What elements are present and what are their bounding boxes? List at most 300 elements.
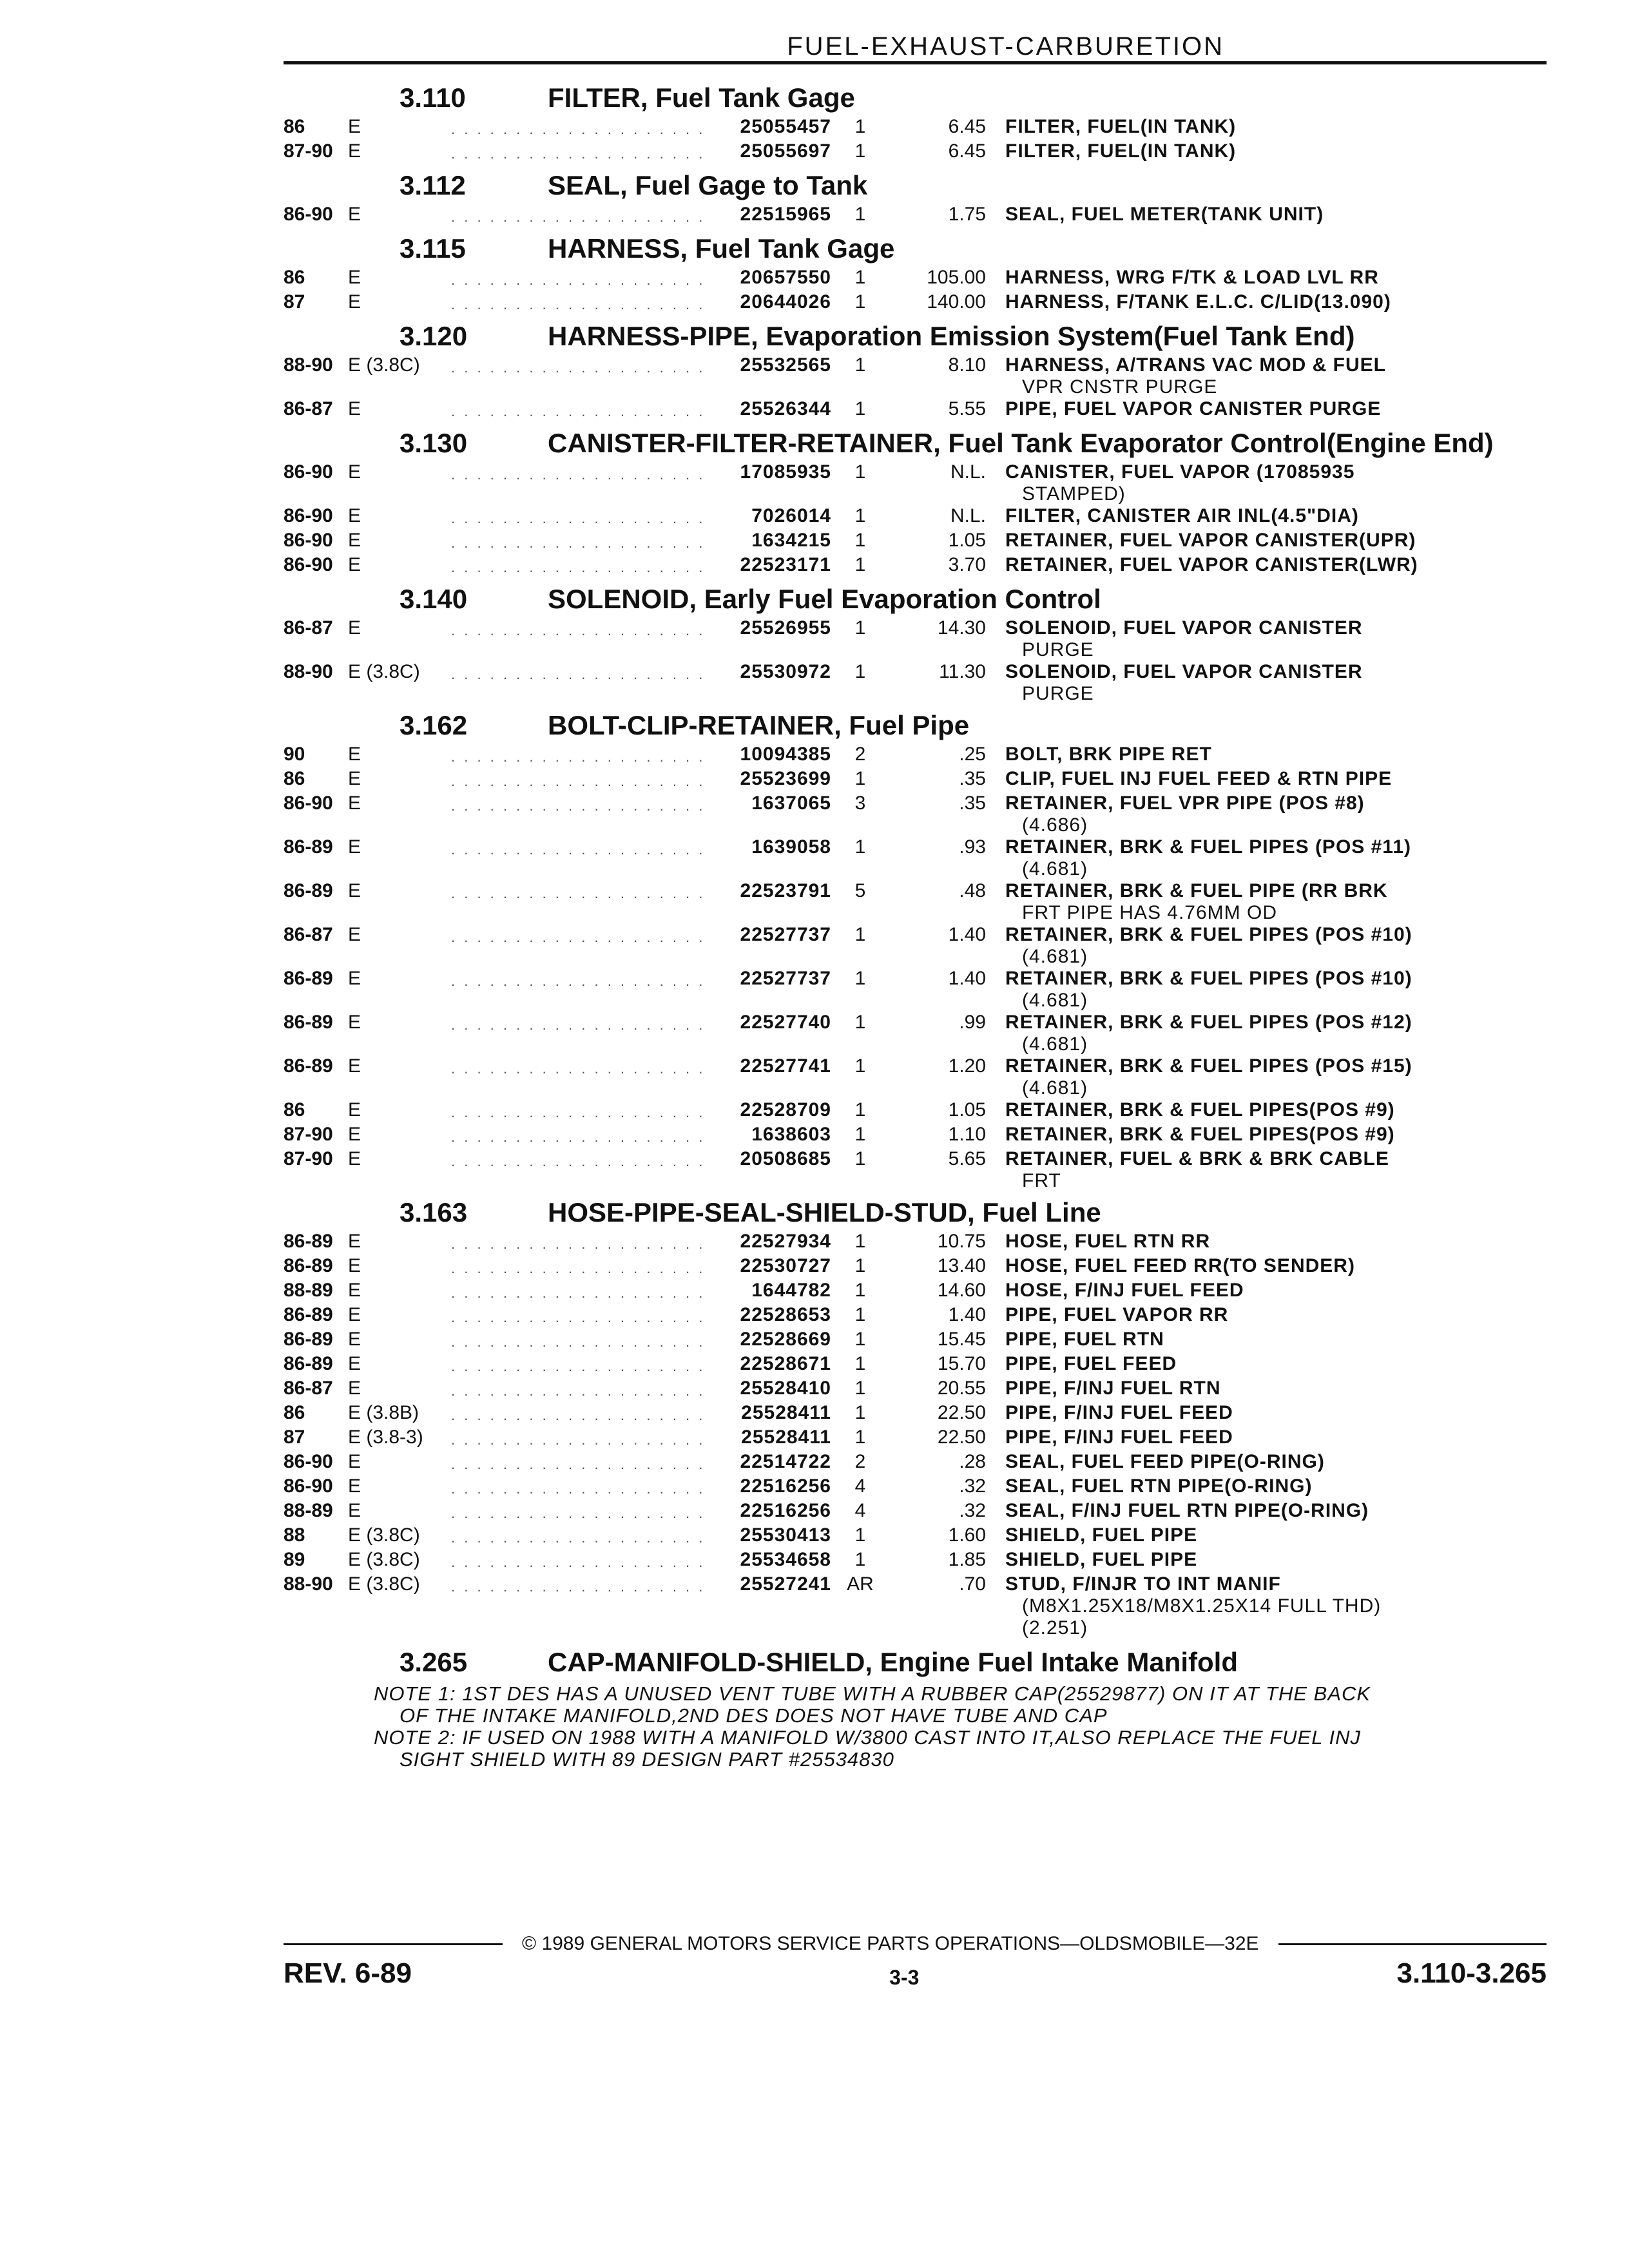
part-description-text: PIPE, FUEL VAPOR CANISTER PURGE xyxy=(1005,398,1382,419)
price: 5.65 xyxy=(948,1148,986,1169)
leader-dots xyxy=(451,1329,709,1353)
price: 8.10 xyxy=(948,354,986,376)
catalog-section xyxy=(284,429,1559,579)
price: .35 xyxy=(959,793,986,814)
model-years: 86 xyxy=(284,1099,305,1120)
price: .35 xyxy=(959,768,986,789)
leader-dots xyxy=(451,291,709,316)
part-description xyxy=(1005,1500,1559,1522)
model-years: 87-90 xyxy=(284,1148,333,1169)
part-row xyxy=(284,1329,1559,1353)
quantity: 1 xyxy=(854,140,866,162)
part-description-text: SOLENOID, FUEL VAPOR CANISTER xyxy=(1005,661,1363,682)
part-description-text: RETAINER, BRK & FUEL PIPES (POS #10) xyxy=(1005,924,1412,945)
price: 1.85 xyxy=(948,1549,986,1570)
section-heading xyxy=(284,322,1559,351)
part-number: 22528669 xyxy=(740,1329,831,1350)
model-years: 90 xyxy=(284,744,305,765)
sections-container xyxy=(284,84,1559,1677)
part-number: 1639058 xyxy=(751,836,831,858)
model-years: 86-89 xyxy=(284,880,333,901)
part-description-continued: (4.686) xyxy=(1022,814,1088,836)
part-description-continued: (4.681) xyxy=(1022,946,1088,967)
leader-dots xyxy=(451,267,709,291)
part-number: 22515965 xyxy=(740,204,831,225)
part-row xyxy=(284,398,1559,423)
engine-code: E xyxy=(348,1012,361,1033)
part-number: 20657550 xyxy=(740,267,831,288)
part-number: 22523791 xyxy=(740,880,831,901)
leader-dots xyxy=(451,1099,709,1124)
price: 5.55 xyxy=(948,398,986,419)
price: 14.60 xyxy=(937,1280,986,1301)
section-heading xyxy=(284,1198,1559,1227)
engine-code: E xyxy=(348,1475,361,1497)
footer-rule-right xyxy=(1278,1943,1547,1945)
part-row xyxy=(284,744,1559,768)
part-description xyxy=(1005,1231,1559,1253)
part-description xyxy=(1005,530,1559,552)
part-description-text: SEAL, FUEL METER(TANK UNIT) xyxy=(1005,204,1324,225)
price: .48 xyxy=(959,880,986,901)
revision-label: REV. 6-89 xyxy=(284,1957,412,1989)
leader-dots xyxy=(451,1500,709,1524)
part-description xyxy=(1005,924,1559,968)
part-number: 22516256 xyxy=(740,1500,831,1521)
leader-dots xyxy=(451,1353,709,1378)
engine-code: E xyxy=(348,836,361,858)
part-description xyxy=(1005,1148,1559,1192)
leader-dots xyxy=(451,1304,709,1329)
part-number: 22527737 xyxy=(740,924,831,945)
engine-code: E xyxy=(348,1124,361,1145)
part-description-continued: FRT xyxy=(1022,1170,1061,1191)
leader-dots xyxy=(451,1549,709,1573)
quantity: 1 xyxy=(854,1329,866,1350)
part-description xyxy=(1005,354,1559,398)
engine-code: E xyxy=(348,1378,361,1399)
section-title: BOLT-CLIP-RETAINER, Fuel Pipe xyxy=(548,710,970,740)
price: 1.75 xyxy=(948,204,986,225)
catalog-section xyxy=(284,235,1559,316)
price: 6.45 xyxy=(948,140,986,162)
quantity: 1 xyxy=(854,1055,866,1077)
quantity: 1 xyxy=(854,1099,866,1120)
engine-code: E xyxy=(348,1353,361,1374)
quantity: 1 xyxy=(854,768,866,789)
part-number: 22514722 xyxy=(740,1451,831,1472)
engine-code: E xyxy=(348,461,361,483)
leader-dots xyxy=(451,1255,709,1280)
engine-code: E xyxy=(348,530,361,551)
leader-dots xyxy=(451,1055,709,1080)
part-description-text: FILTER, FUEL(IN TANK) xyxy=(1005,140,1237,162)
part-description-text: STUD, F/INJR TO INT MANIF xyxy=(1005,1573,1281,1595)
part-number: 25528411 xyxy=(741,1427,831,1448)
model-years: 86-89 xyxy=(284,1012,333,1033)
part-row xyxy=(284,661,1559,705)
part-row xyxy=(284,1617,1559,1642)
part-description xyxy=(1005,1055,1559,1099)
leader-dots xyxy=(451,140,709,165)
model-years: 86-89 xyxy=(284,1353,333,1374)
part-description-text: FILTER, CANISTER AIR INL(4.5"DIA) xyxy=(1005,505,1359,526)
part-description-text: SHIELD, FUEL PIPE xyxy=(1005,1524,1198,1546)
part-description xyxy=(1005,1451,1559,1473)
part-number: 7026014 xyxy=(751,505,831,526)
part-description-text: RETAINER, BRK & FUEL PIPES(POS #9) xyxy=(1005,1124,1395,1145)
part-row xyxy=(284,505,1559,530)
leader-dots xyxy=(451,1280,709,1304)
leader-dots xyxy=(451,530,709,554)
part-description-continued: PURGE xyxy=(1022,639,1094,660)
quantity: 1 xyxy=(854,1304,866,1325)
part-description xyxy=(1005,1353,1559,1375)
catalog-section xyxy=(284,585,1559,705)
section-number: 3.130 xyxy=(400,428,468,458)
quantity: 1 xyxy=(854,617,866,639)
engine-code: E xyxy=(348,1500,361,1521)
section-number: 3.115 xyxy=(400,233,466,264)
price: 11.30 xyxy=(939,661,986,682)
model-years: 86-90 xyxy=(284,204,333,225)
part-row xyxy=(284,1255,1559,1280)
quantity: 1 xyxy=(854,354,866,376)
leader-dots xyxy=(451,461,709,486)
model-years: 86-90 xyxy=(284,461,333,483)
part-description xyxy=(1005,661,1559,705)
part-description xyxy=(1005,1255,1559,1277)
part-row xyxy=(284,768,1559,793)
part-number: 25528410 xyxy=(740,1378,831,1399)
part-description-text: PIPE, F/INJ FUEL RTN xyxy=(1005,1378,1221,1399)
price: .70 xyxy=(959,1573,986,1595)
model-years: 86-90 xyxy=(284,530,333,551)
price: 3.70 xyxy=(948,554,986,575)
section-number: 3.112 xyxy=(400,170,466,200)
part-row xyxy=(284,1280,1559,1304)
model-years: 88-89 xyxy=(284,1500,333,1521)
section-title: SEAL, Fuel Gage to Tank xyxy=(548,170,868,200)
part-description-text: PIPE, FUEL FEED xyxy=(1005,1353,1177,1374)
section-title: HARNESS-PIPE, Evaporation Emission System(Fuel Tank End) xyxy=(548,321,1355,351)
leader-dots xyxy=(451,1451,709,1475)
leader-dots xyxy=(451,398,709,423)
quantity: 1 xyxy=(854,968,866,989)
quantity: 2 xyxy=(854,744,866,765)
engine-code: E xyxy=(348,768,361,789)
catalog-section xyxy=(284,1198,1559,1642)
part-number: 25526344 xyxy=(740,398,831,419)
part-number: 25532565 xyxy=(740,354,831,376)
part-row xyxy=(284,1573,1559,1617)
part-description xyxy=(1005,1524,1559,1546)
engine-code: E xyxy=(348,1329,361,1350)
quantity: 1 xyxy=(854,1353,866,1374)
quantity: 1 xyxy=(854,1402,866,1423)
leader-dots xyxy=(451,1012,709,1036)
catalog-section xyxy=(284,84,1559,165)
price: 13.40 xyxy=(937,1255,986,1276)
quantity: 1 xyxy=(854,661,866,682)
section-heading xyxy=(284,429,1559,457)
price: 6.45 xyxy=(948,116,986,137)
part-description-continued: (4.681) xyxy=(1022,1077,1088,1099)
part-row xyxy=(284,354,1559,398)
leader-dots xyxy=(451,1124,709,1148)
part-number: 10094385 xyxy=(740,744,831,765)
part-description xyxy=(1005,116,1559,138)
quantity: 1 xyxy=(854,1148,866,1169)
section-title: HOSE-PIPE-SEAL-SHIELD-STUD, Fuel Line xyxy=(548,1197,1101,1227)
model-years: 86-90 xyxy=(284,505,333,526)
quantity: 1 xyxy=(854,291,866,312)
notes-block xyxy=(284,1683,1559,1771)
part-row xyxy=(284,1012,1559,1055)
model-years: 88 xyxy=(284,1524,305,1546)
quantity: 1 xyxy=(854,530,866,551)
part-description xyxy=(1005,140,1559,162)
section-number: 3.140 xyxy=(400,584,468,614)
part-description xyxy=(1005,793,1559,836)
engine-code: E xyxy=(348,617,361,639)
part-row xyxy=(284,924,1559,968)
part-row xyxy=(284,1353,1559,1378)
model-years: 86-87 xyxy=(284,1378,333,1399)
model-years: 88-90 xyxy=(284,354,333,376)
part-description-text: BOLT, BRK PIPE RET xyxy=(1005,744,1212,765)
part-number: 25527241 xyxy=(740,1573,831,1595)
part-row xyxy=(284,461,1559,505)
part-number: 25530972 xyxy=(740,661,831,682)
leader-dots xyxy=(451,661,709,686)
part-description xyxy=(1005,1304,1559,1326)
section-title: FILTER, Fuel Tank Gage xyxy=(548,82,855,113)
price: 140.00 xyxy=(927,291,986,312)
quantity: 1 xyxy=(854,1012,866,1033)
part-description-text: RETAINER, BRK & FUEL PIPES(POS #9) xyxy=(1005,1099,1395,1120)
part-description-continued: VPR CNSTR PURGE xyxy=(1022,376,1218,398)
model-years: 86-89 xyxy=(284,1231,333,1252)
part-description-text: RETAINER, FUEL VPR PIPE (POS #8) xyxy=(1005,793,1365,814)
engine-code: E xyxy=(348,204,361,225)
engine-code: E xyxy=(348,1451,361,1472)
part-row xyxy=(284,1524,1559,1549)
quantity: 1 xyxy=(854,1524,866,1546)
quantity: 1 xyxy=(854,461,866,483)
catalog-section xyxy=(284,711,1559,1192)
part-description xyxy=(1005,1402,1559,1424)
leader-dots xyxy=(451,617,709,642)
part-row xyxy=(284,554,1559,579)
part-description xyxy=(1005,1012,1559,1055)
part-row xyxy=(284,1124,1559,1148)
engine-code: E (3.8-3) xyxy=(348,1427,423,1448)
leader-dots xyxy=(451,968,709,992)
model-years: 88-90 xyxy=(284,661,333,682)
engine-code: E xyxy=(348,1255,361,1276)
part-number: 25055697 xyxy=(740,140,831,162)
part-description xyxy=(1005,1124,1559,1146)
price: 22.50 xyxy=(937,1427,986,1448)
part-description-text: RETAINER, FUEL VAPOR CANISTER(LWR) xyxy=(1005,554,1418,575)
engine-code: E xyxy=(348,116,361,137)
part-description-continued: (M8X1.25X18/M8X1.25X14 FULL THD) xyxy=(1022,1595,1382,1617)
part-description-text: HOSE, FUEL RTN RR xyxy=(1005,1231,1211,1252)
part-description xyxy=(1005,554,1559,576)
engine-code: E xyxy=(348,1304,361,1325)
part-description-text: CLIP, FUEL INJ FUEL FEED & RTN PIPE xyxy=(1005,768,1393,789)
part-number: 22523171 xyxy=(740,554,831,575)
part-row xyxy=(284,1427,1559,1451)
engine-code: E xyxy=(348,267,361,288)
quantity: AR xyxy=(847,1573,874,1595)
part-description-continued: FRT PIPE HAS 4.76MM OD xyxy=(1022,902,1277,923)
part-row xyxy=(284,617,1559,661)
part-description-text: SEAL, FUEL FEED PIPE(O-RING) xyxy=(1005,1451,1325,1472)
model-years: 86-90 xyxy=(284,1451,333,1472)
engine-code: E (3.8C) xyxy=(348,1549,420,1570)
part-description xyxy=(1005,505,1559,527)
part-row xyxy=(284,1475,1559,1500)
part-description-continued: PURGE xyxy=(1022,683,1094,704)
part-row xyxy=(284,968,1559,1012)
part-description-text: SEAL, FUEL RTN PIPE(O-RING) xyxy=(1005,1475,1313,1497)
part-description-text: SOLENOID, FUEL VAPOR CANISTER xyxy=(1005,617,1363,639)
part-description xyxy=(1005,291,1559,313)
quantity: 1 xyxy=(854,1378,866,1399)
section-heading xyxy=(284,711,1559,740)
model-years: 87-90 xyxy=(284,1124,333,1145)
note-line-continued: OF THE INTAKE MANIFOLD,2ND DES DOES NOT HAVE TUBE AND CAP xyxy=(400,1704,1108,1727)
model-years: 86-87 xyxy=(284,924,333,945)
price: .99 xyxy=(959,1012,986,1033)
model-years: 86-90 xyxy=(284,1475,333,1497)
part-description-text: RETAINER, BRK & FUEL PIPES (POS #11) xyxy=(1005,836,1412,858)
part-description xyxy=(1005,1427,1559,1448)
price: .32 xyxy=(959,1500,986,1521)
price: 1.60 xyxy=(948,1524,986,1546)
price: 22.50 xyxy=(937,1402,986,1423)
engine-code: E xyxy=(348,1055,361,1077)
part-description xyxy=(1005,398,1559,420)
part-description xyxy=(1005,617,1559,661)
engine-code: E (3.8B) xyxy=(348,1402,419,1423)
part-number: 1638603 xyxy=(751,1124,831,1145)
quantity: 4 xyxy=(854,1475,866,1497)
price: .32 xyxy=(959,1475,986,1497)
part-number: 22528653 xyxy=(740,1304,831,1325)
part-description-text: HOSE, F/INJ FUEL FEED xyxy=(1005,1280,1244,1301)
leader-dots xyxy=(451,116,709,140)
part-description-text: HOSE, FUEL FEED RR(TO SENDER) xyxy=(1005,1255,1355,1276)
engine-code: E xyxy=(348,554,361,575)
model-years: 86-89 xyxy=(284,968,333,989)
part-row xyxy=(284,267,1559,291)
part-row xyxy=(284,793,1559,836)
leader-dots xyxy=(451,554,709,579)
part-number: 25055457 xyxy=(740,116,831,137)
part-number: 22527737 xyxy=(740,968,831,989)
model-years: 86 xyxy=(284,1402,305,1423)
part-number: 1644782 xyxy=(751,1280,831,1301)
part-row xyxy=(284,1055,1559,1099)
part-row xyxy=(284,204,1559,228)
part-number: 22530727 xyxy=(740,1255,831,1276)
leader-dots xyxy=(451,1378,709,1402)
quantity: 1 xyxy=(854,836,866,858)
leader-dots xyxy=(451,793,709,817)
part-description xyxy=(1005,836,1559,880)
part-description xyxy=(1005,1378,1559,1399)
footer-copyright: © 1989 GENERAL MOTORS SERVICE PARTS OPERATIONS—OLDSMOBILE—32E xyxy=(522,1933,1259,1954)
price: 1.40 xyxy=(948,968,986,989)
part-description xyxy=(1005,880,1559,924)
catalog-section xyxy=(284,171,1559,228)
model-years: 86-87 xyxy=(284,398,333,419)
model-years: 86-89 xyxy=(284,1055,333,1077)
engine-code: E xyxy=(348,1099,361,1120)
part-description xyxy=(1005,1099,1559,1121)
section-heading xyxy=(284,235,1559,263)
part-number: 1634215 xyxy=(751,530,831,551)
part-description-text: SEAL, F/INJ FUEL RTN PIPE(O-RING) xyxy=(1005,1500,1369,1521)
price: 1.40 xyxy=(948,924,986,945)
part-description xyxy=(1005,461,1559,505)
quantity: 1 xyxy=(854,924,866,945)
quantity: 1 xyxy=(854,554,866,575)
section-number: 3.110 xyxy=(400,82,466,113)
section-number: 3.163 xyxy=(400,1197,468,1227)
part-description-text: PIPE, F/INJ FUEL FEED xyxy=(1005,1427,1233,1448)
quantity: 2 xyxy=(854,1451,866,1472)
part-row xyxy=(284,1099,1559,1124)
part-description-text: SHIELD, FUEL PIPE xyxy=(1005,1549,1198,1570)
part-number: 22527740 xyxy=(740,1012,831,1033)
part-description-text: RETAINER, FUEL & BRK & BRK CABLE xyxy=(1005,1148,1389,1169)
model-years: 86-90 xyxy=(284,554,333,575)
quantity: 4 xyxy=(854,1500,866,1521)
model-years: 86-90 xyxy=(284,793,333,814)
part-description xyxy=(1005,1617,1559,1639)
part-number: 22528671 xyxy=(740,1353,831,1374)
engine-code: E xyxy=(348,1148,361,1169)
part-description xyxy=(1005,204,1559,226)
price: 1.05 xyxy=(948,1099,986,1120)
part-number: 22516256 xyxy=(740,1475,831,1497)
model-years: 87 xyxy=(284,291,305,312)
price: 1.20 xyxy=(948,1055,986,1077)
engine-code: E xyxy=(348,398,361,419)
quantity: 1 xyxy=(854,1231,866,1252)
engine-code: E (3.8C) xyxy=(348,1524,420,1546)
price: 1.40 xyxy=(948,1304,986,1325)
engine-code: E (3.8C) xyxy=(348,661,420,682)
section-title: HARNESS, Fuel Tank Gage xyxy=(548,233,895,264)
part-row xyxy=(284,1231,1559,1255)
part-number: 20508685 xyxy=(740,1148,831,1169)
part-row xyxy=(284,1451,1559,1475)
part-row xyxy=(284,291,1559,316)
engine-code: E xyxy=(348,1231,361,1252)
part-row xyxy=(284,1378,1559,1402)
model-years: 87-90 xyxy=(284,140,333,162)
catalog-section xyxy=(284,1648,1559,1677)
part-number: 22527741 xyxy=(740,1055,831,1077)
part-description xyxy=(1005,1573,1559,1617)
quantity: 1 xyxy=(854,398,866,419)
quantity: 1 xyxy=(854,505,866,526)
